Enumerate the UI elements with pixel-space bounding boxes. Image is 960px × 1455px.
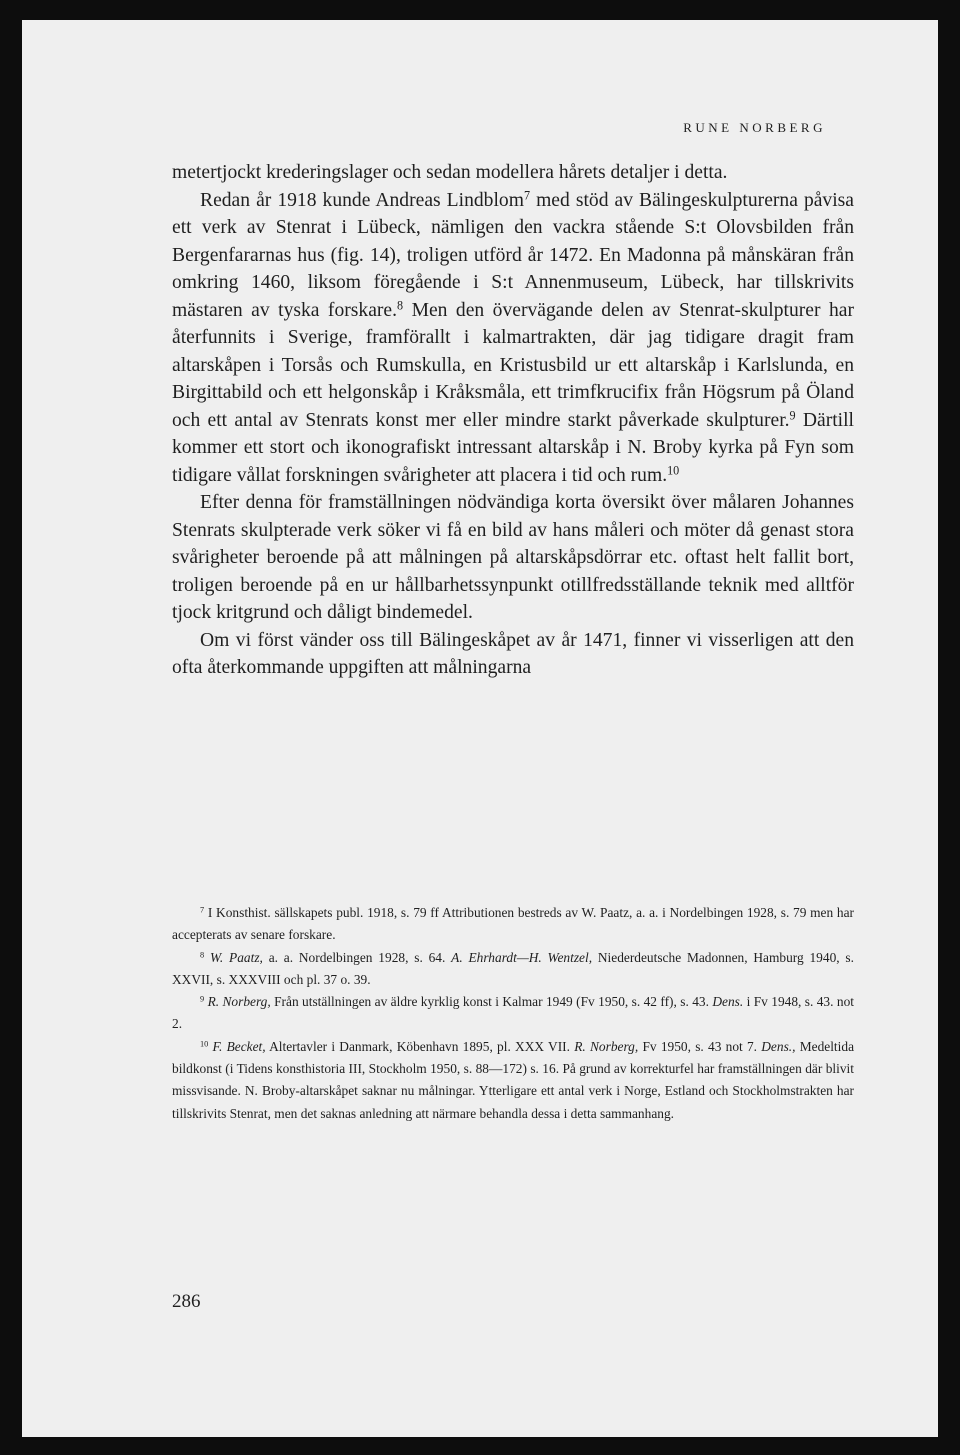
paragraph-2-part-a: Redan år 1918 kunde Andreas Lindblom — [200, 189, 524, 211]
footnotes — [172, 902, 854, 1125]
running-head: RUNE NORBERG — [683, 120, 826, 135]
paragraph-2-part-c: Men den övervägande delen av Stenrat-skulpturer har återfunnits i Sverige, framförallt i kalmartrakten, där jag tidigare dragit fram altarskåpen i Torsås och Rumskulla, en Kristusbild ur ett altarskåp i Karlslunda, en Birgittabild och ett helgonskåp i Kråksmåla, ett trimfkrucifix från Högsrum på Öland och ett antal av Stenrats konst mer eller mindre starkt påverkade skulpturer. — [172, 299, 854, 431]
footnote-10 — [172, 1036, 854, 1125]
footnote-10-number: 10 — [200, 1039, 209, 1049]
footnote-ref-9: 9 — [789, 407, 796, 422]
document-page — [22, 20, 938, 1437]
footnote-10-author-1: F. Becket, — [212, 1038, 266, 1054]
footnote-9-author-1: R. Norberg, — [207, 994, 271, 1010]
footnote-9-text-1: Från utställningen av äldre kyrklig konst i Kalmar 1949 (Fv 1950, s. 42 ff), s. 43. — [270, 994, 713, 1010]
paragraph-1: metertjockt krederingslager och sedan modellera hårets detaljer i detta. — [172, 162, 728, 183]
footnote-8-text-1: a. a. Nordelbingen 1928, s. 64. — [262, 949, 452, 965]
paragraph-2-part-d: Därtill kommer ett stort och ikonografiskt intressant altarskåp i N. Broby kyrka på Fyn som tidigare vållat forskningen svårigheter att placera i tid och rum. — [172, 409, 854, 486]
paragraph-2-part-b: med stöd av Bälingeskulpturerna påvisa ett verk av Stenrat i Lübeck, nämligen den vackra stående S:t Olovsbilden från Bergenfararnas hus (fig. 14), troligen utförd år 1472. En Madonna på månskäran från omkring 1460, liksom föregående i S:t Annenmuseum, Lübeck, har tillskrivits mästaren av tyska forskare. — [172, 189, 854, 321]
footnote-7-number: 7 — [200, 905, 205, 915]
footnote-10-author-3: Dens., — [761, 1038, 796, 1054]
footnote-8-number: 8 — [200, 950, 205, 960]
body-text — [172, 159, 854, 682]
footnote-10-text-1: Altertavler i Danmark, Köbenhavn 1895, pl. XXX VII. — [265, 1038, 575, 1054]
paragraph-4: Om vi först vänder oss till Bälingeskåpet av år 1471, finner vi visserligen att den ofta återkommande uppgiften att målningarna — [172, 629, 854, 678]
footnote-10-text-2: Fv 1950, s. 43 not 7. — [638, 1038, 762, 1054]
page-number: 286 — [172, 1291, 201, 1312]
footnote-8-text-2: Niederdeutsche Madonnen, Hamburg 1940, s. XXVII, s. XXXVIII och pl. 37 o. 39. — [172, 949, 854, 987]
footnote-9-author-2: Dens. — [712, 994, 744, 1010]
footnote-9-text-2: i Fv 1948, s. 43. not 2. — [172, 994, 854, 1032]
footnote-ref-10: 10 — [667, 462, 680, 477]
footnote-10-text-3: Medeltida bildkonst (i Tidens konsthistoria III, Stockholm 1950, s. 88—172) s. 16. På grund av korrekturfel har framställningen där blivit missvisande. N. Broby-altarskåpet saknar nu målningar. Ytterligare ett antal verk i Norge, Estland och Stockholmstrakten har tillskrivits Stenrat, men det saknas anledning att närmare behandla dessa i detta sammanhang. — [172, 1038, 855, 1121]
footnote-9-number: 9 — [200, 994, 205, 1004]
footnote-8-author-1: W. Paatz, — [209, 949, 263, 965]
footnote-ref-7: 7 — [523, 187, 531, 202]
paragraph-3: Efter denna för framställningen nödvändiga korta översikt över målaren Johannes Stenrats skulpterade verk söker vi få en bild av hans måleri och möter då genast stora svårigheter beroende på att målningen på altarskåpsdörrar etc. oftast helt fallit bort, troligen beroende på en ur hållbarhetssynpunkt otillfredsställande teknik med alltför tjock kritgrund och dåligt bindemedel. — [172, 492, 854, 623]
footnote-7-text: I Konsthist. sällskapets publ. 1918, s. 79 ff Attributionen bestreds av W. Paatz, a. a. i Nordelbingen 1928, s. 79 men har accepterats av senare forskare. — [172, 905, 854, 943]
footnote-10-author-2: R. Norberg, — [574, 1038, 639, 1054]
paragraph-2 — [172, 187, 854, 490]
footnote-9 — [172, 991, 854, 1036]
footnote-ref-8: 8 — [397, 297, 404, 312]
footnote-7 — [172, 902, 854, 947]
footnote-8-author-2: A. Ehrhardt—H. Wentzel, — [451, 949, 593, 965]
footnote-8 — [172, 947, 854, 992]
